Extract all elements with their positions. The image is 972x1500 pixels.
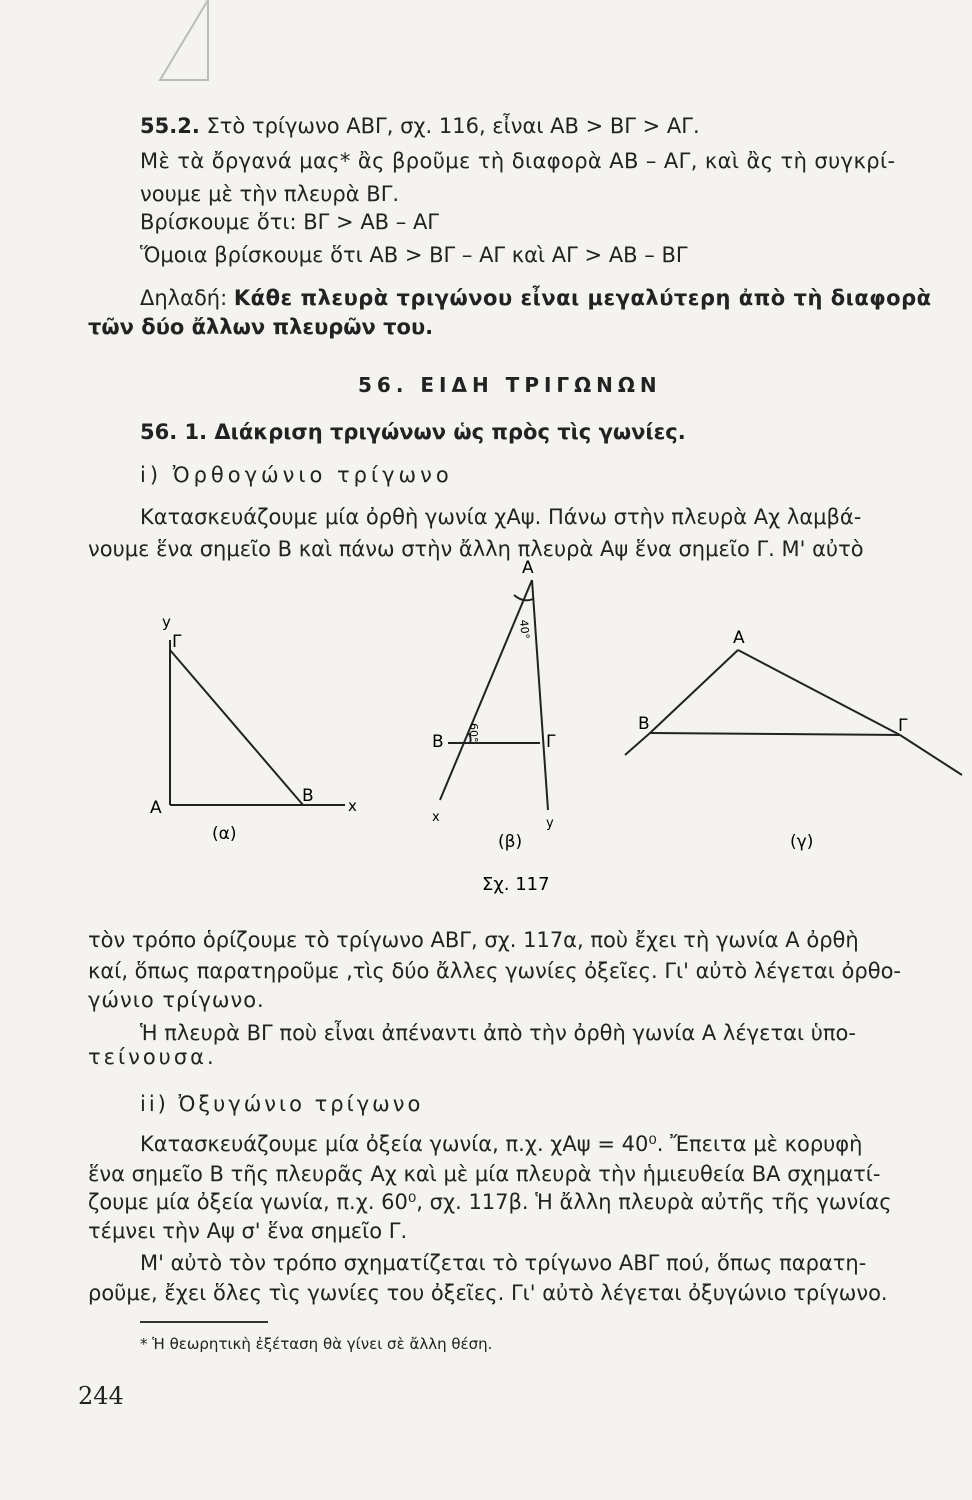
fig-a-caption: (α)	[212, 824, 237, 844]
section-55-number: 55.2.	[140, 114, 200, 138]
item-acute-triangle-heading: ii) Ὀξυγώνιο τρίγωνο	[140, 1092, 424, 1116]
section-56-1-number: 56. 1.	[140, 420, 208, 444]
footnote-rule	[140, 1321, 268, 1323]
section-56-para-line-2: νουμε ἕνα σημεῖο Β καὶ πάνω στὴν ἄλλη πλευρὰ Αψ ἕνα σημεῖο Γ. Μ' αὐτὸ	[88, 537, 864, 561]
fig-b-label-A: Α	[522, 558, 534, 578]
fig-a-label-A: Α	[150, 798, 162, 818]
fig-c-side-BG	[650, 733, 900, 735]
conclusion-rule: Κάθε πλευρὰ τριγώνου εἶναι μεγαλύτερη ἀπὸ τὴ διαφορὰ	[233, 286, 932, 310]
conclusion-prefix: Δηλαδή:	[140, 286, 228, 310]
fig-c-caption: (γ)	[790, 832, 814, 852]
section-56-1-heading	[140, 418, 686, 446]
after-line-7: ἕνα σημεῖο Β τῆς πλευρᾶς Αχ καὶ μὲ μία πλευρὰ τὴν ἡμιευθεία ΒΑ σχηματί-	[88, 1162, 881, 1186]
section-55-line-2: Μὲ τὰ ὄργανά μας* ἂς βροῦμε τὴ διαφορὰ ΑΒ – ΑΓ, καὶ ἂς τὴ συγκρί-	[140, 149, 896, 173]
fig-b-label-y: y	[546, 816, 554, 831]
fig-b-ray-Ax	[440, 580, 532, 800]
section-56-para-line-1: Κατασκευάζουμε μία ὀρθὴ γωνία χΑψ. Πάνω στὴν πλευρὰ Αχ λαμβά-	[140, 505, 862, 529]
fig-a-label-G: Γ	[172, 632, 182, 652]
section-55-line-5: Ὅμοια βρίσκουμε ὅτι ΑΒ > ΒΓ – ΑΓ καὶ ΑΓ > ΑΒ – ΒΓ	[140, 243, 688, 267]
section-56-1-title: Διάκριση τριγώνων ὡς πρὸς τὶς γωνίες.	[214, 420, 686, 444]
fig-c-side-AG	[738, 650, 900, 735]
fig-b-label-G: Γ	[546, 732, 556, 752]
after-line-3: γώνιο τρίγωνο.	[88, 988, 265, 1012]
fig-a-label-B: Β	[302, 786, 314, 806]
fig-b-caption: (β)	[498, 832, 523, 852]
corner-triangle-decoration	[150, 0, 220, 90]
section-55-line-7: τῶν δύο ἄλλων πλευρῶν του.	[88, 315, 434, 339]
after-line-9: τέμνει τὴν Αψ σ' ἕνα σημεῖο Γ.	[88, 1219, 408, 1243]
fig-b-label-B: Β	[432, 732, 444, 752]
fig-c-label-B: Β	[638, 714, 650, 734]
fig-a-label-x: x	[348, 797, 357, 815]
fig-b-angle-arc-A	[514, 595, 533, 600]
after-line-1: τὸν τρόπο ὁρίζουμε τὸ τρίγωνο ΑΒΓ, σχ. 117α, ποὺ ἔχει τὴ γωνία Α ὀρθὴ	[88, 928, 859, 952]
after-line-10: Μ' αὐτὸ τὸν τρόπο σχηματίζεται τὸ τρίγωνο ΑΒΓ πού, ὅπως παρατη-	[140, 1251, 867, 1275]
after-line-4: Ἡ πλευρὰ ΒΓ ποὺ εἶναι ἀπέναντι ἀπὸ τὴν ὀρθὴ γωνία Α λέγεται ὑπο-	[140, 1021, 856, 1045]
section-55-line-4: Βρίσκουμε ὅτι: ΒΓ > ΑΒ – ΑΓ	[140, 210, 440, 234]
after-line-5: τείνουσα.	[88, 1045, 217, 1069]
fig-b-angle-40: 40°	[517, 619, 532, 640]
footnote: * Ἡ θεωρητικὴ ἐξέταση θὰ γίνει σὲ ἄλλη θέση.	[140, 1335, 493, 1353]
fig-c-side-BA	[650, 650, 738, 733]
section-56-title: 56. ΕΙΔΗ ΤΡΙΓΩΝΩΝ	[358, 373, 662, 397]
item-right-triangle-heading: i) Ὀρθογώνιο τρίγωνο	[140, 463, 453, 487]
page-number: 244	[78, 1382, 124, 1410]
after-line-8: ζουμε μία ὀξεία γωνία, π.χ. 60⁰, σχ. 117β. Ἡ ἄλλη πλευρὰ αὐτῆς τῆς γωνίας	[88, 1190, 892, 1214]
fig-a-hypotenuse	[170, 650, 303, 805]
section-55-statement: Στὸ τρίγωνο ΑΒΓ, σχ. 116, εἶναι ΑΒ > ΒΓ > ΑΓ.	[206, 114, 700, 138]
section-55-line-6	[140, 284, 932, 312]
fig-c-extension-right	[900, 735, 962, 775]
fig-c-label-G: Γ	[898, 716, 908, 736]
fig-b-ray-Ay	[532, 580, 548, 810]
fig-b-label-x: x	[432, 810, 440, 825]
figure-117-caption: Σχ. 117	[482, 874, 550, 895]
figure-117	[120, 555, 970, 895]
after-line-11: ροῦμε, ἔχει ὅλες τὶς γωνίες του ὀξεῖες. Γι' αὐτὸ λέγεται ὀξυγώνιο τρίγωνο.	[88, 1281, 888, 1305]
fig-c-extension-left	[625, 733, 650, 755]
fig-b-angle-60: 60°	[467, 723, 480, 743]
after-line-6: Κατασκευάζουμε μία ὀξεία γωνία, π.χ. χΑψ = 40⁰. Ἔπειτα μὲ κορυφὴ	[140, 1132, 863, 1156]
fig-c-label-A: Α	[733, 628, 745, 648]
fig-a-label-y: y	[162, 613, 171, 631]
after-line-2: καί, ὅπως παρατηροῦμε ,τὶς δύο ἄλλες γωνίες ὀξεῖες. Γι' αὐτὸ λέγεται ὀρθο-	[88, 959, 902, 983]
section-55-line-1	[140, 112, 700, 140]
section-55-line-3: νουμε μὲ τὴν πλευρὰ ΒΓ.	[140, 182, 400, 206]
